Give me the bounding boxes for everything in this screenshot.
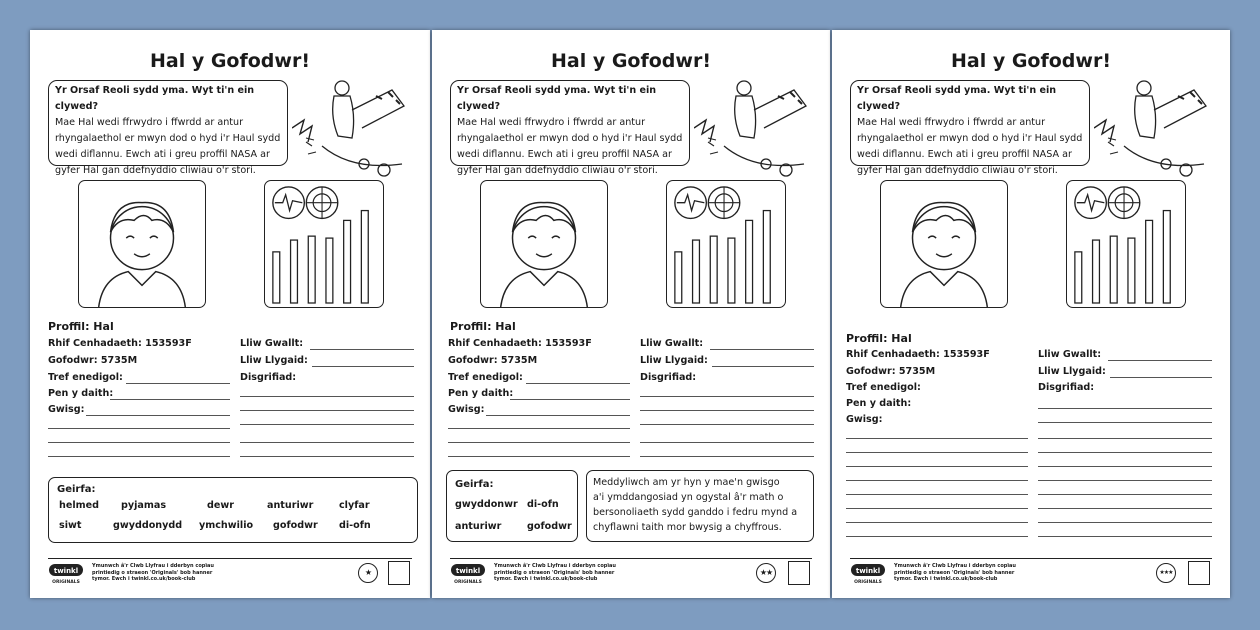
glossary-title: Geirfa: xyxy=(57,484,96,495)
glossary-word: gwyddonwr xyxy=(455,499,518,510)
footer xyxy=(850,558,1212,589)
glossary-word: pyjamas xyxy=(121,500,167,511)
rocket-scene-illustration xyxy=(292,76,422,186)
worksheet-title: Hal y Gofodwr! xyxy=(550,50,711,72)
answer-line[interactable] xyxy=(1038,536,1212,537)
worksheet-3 xyxy=(832,30,1230,598)
boy-portrait-illustration xyxy=(78,180,206,308)
answer-line[interactable] xyxy=(240,410,414,411)
footer-line: tymor. Ewch i twinkl.co.uk/book-club xyxy=(894,576,998,582)
profile-heading: Proffil: Hal xyxy=(48,320,114,333)
footer-line: tymor. Ewch i twinkl.co.uk/book-club xyxy=(92,576,196,582)
answer-line[interactable] xyxy=(1038,408,1212,409)
answer-line[interactable] xyxy=(846,522,1028,523)
glossary-word: gofodwr xyxy=(527,521,572,532)
outfit-answer-line[interactable] xyxy=(86,415,230,416)
bubble-line: wedi diflannu. Ewch ati i greu proffil NASA ar xyxy=(55,149,270,160)
difficulty-star-icon: ★★ xyxy=(756,563,776,583)
monitor-screen-illustration xyxy=(666,180,786,308)
glossary-word: anturiwr xyxy=(455,521,502,532)
book-club-note xyxy=(92,563,214,583)
answer-line[interactable] xyxy=(48,456,230,457)
answer-line[interactable] xyxy=(240,442,414,443)
glossary-word: helmed xyxy=(59,500,99,511)
bubble-line: gyfer Hal gan ddefnyddio cliwiau o'r stori. xyxy=(55,165,256,176)
difficulty-star-icon: ★ xyxy=(358,563,378,583)
answer-line[interactable] xyxy=(640,410,814,411)
speech-bubble xyxy=(450,80,690,176)
footer-line: printiedig o straeon 'Originals' bob hanner xyxy=(494,569,615,576)
answer-line[interactable] xyxy=(640,456,814,457)
book-club-note xyxy=(494,563,616,583)
hometown-label: Tref enedigol: xyxy=(448,372,523,383)
footer-line: tymor. Ewch i twinkl.co.uk/book-club xyxy=(494,576,598,582)
hometown-answer-line[interactable] xyxy=(126,383,230,384)
eye-colour-answer-line[interactable] xyxy=(712,366,814,367)
glossary-word: gwyddonydd xyxy=(113,520,183,531)
rocket-scene-illustration xyxy=(1094,76,1224,186)
outfit-label: Gwisg: xyxy=(48,404,85,415)
answer-line[interactable] xyxy=(1038,508,1212,509)
description-label: Disgrifiad: xyxy=(640,372,697,383)
prompt-line: bersonoliaeth sydd ganddo i fedru mynd a xyxy=(593,507,798,518)
speech-bubble xyxy=(850,80,1090,176)
glossary-word: siwt xyxy=(59,520,82,531)
footer xyxy=(48,558,412,589)
destination-answer-line[interactable] xyxy=(510,399,630,400)
answer-line[interactable] xyxy=(1038,438,1212,439)
astronaut-label: Gofodwr: 5735M xyxy=(846,366,936,377)
eye-colour-label: Lliw Llygaid: xyxy=(1038,366,1106,377)
bubble-line: Yr Orsaf Reoli sydd yma. Wyt ti'n ein clywed? xyxy=(457,85,657,112)
hair-colour-answer-line[interactable] xyxy=(1108,360,1212,361)
bubble-line: rhyngalaethol er mwyn dod o hyd i'r Haul sydd xyxy=(55,133,281,144)
answer-line[interactable] xyxy=(448,442,630,443)
worksheet-title: Hal y Gofodwr! xyxy=(950,50,1111,72)
answer-line[interactable] xyxy=(640,396,814,397)
logo-text: twinkl xyxy=(855,567,881,575)
answer-line[interactable] xyxy=(846,536,1028,537)
answer-line[interactable] xyxy=(240,396,414,397)
quality-badge-icon xyxy=(1188,561,1210,585)
destination-label: Pen y daith: xyxy=(846,398,912,409)
prompt-line: a'i ymddangosiad yn ogystal â'r math o xyxy=(593,492,784,503)
glossary-word: anturiwr xyxy=(267,500,314,511)
hair-colour-label: Lliw Gwallt: xyxy=(1038,349,1102,360)
description-label: Disgrifiad: xyxy=(1038,382,1095,393)
quality-badge-icon xyxy=(388,561,410,585)
answer-line[interactable] xyxy=(448,456,630,457)
mission-number-label: Rhif Cenhadaeth: 153593F xyxy=(846,349,990,360)
bubble-line: Mae Hal wedi ffrwydro i ffwrdd ar antur xyxy=(457,117,646,128)
logo-subtext: ORIGINALS xyxy=(454,580,482,585)
eye-colour-label: Lliw Llygaid: xyxy=(640,355,708,366)
bubble-line: gyfer Hal gan ddefnyddio cliwiau o'r stori. xyxy=(457,165,658,176)
outfit-answer-line[interactable] xyxy=(486,415,630,416)
eye-colour-answer-line[interactable] xyxy=(312,366,414,367)
answer-line[interactable] xyxy=(640,442,814,443)
monitor-screen-illustration xyxy=(1066,180,1186,308)
boy-portrait-illustration xyxy=(480,180,608,308)
logo-subtext: ORIGINALS xyxy=(854,580,882,585)
logo-text: twinkl xyxy=(455,567,481,575)
answer-line[interactable] xyxy=(846,494,1028,495)
profile-heading: Proffil: Hal xyxy=(450,320,516,333)
hair-colour-label: Lliw Gwallt: xyxy=(240,338,304,349)
glossary-word: gofodwr xyxy=(273,520,318,531)
answer-line[interactable] xyxy=(640,424,814,425)
answer-line[interactable] xyxy=(448,428,630,429)
destination-answer-line[interactable] xyxy=(110,399,230,400)
astronaut-label: Gofodwr: 5735M xyxy=(48,355,138,366)
logo-subtext: ORIGINALS xyxy=(52,580,80,585)
rocket-scene-illustration xyxy=(694,76,824,186)
bubble-line: rhyngalaethol er mwyn dod o hyd i'r Haul sydd xyxy=(857,133,1083,144)
answer-line[interactable] xyxy=(846,480,1028,481)
worksheet-1 xyxy=(30,30,430,598)
prompt-line: chyflawni taith mor bwysig a chyffrous. xyxy=(593,522,782,533)
glossary-word: dewr xyxy=(207,500,234,511)
bubble-line: rhyngalaethol er mwyn dod o hyd i'r Haul sydd xyxy=(457,133,683,144)
boy-portrait-illustration xyxy=(880,180,1008,308)
quality-badge-icon xyxy=(788,561,810,585)
bubble-line: wedi diflannu. Ewch ati i greu proffil NASA ar xyxy=(457,149,672,160)
hair-colour-answer-line[interactable] xyxy=(310,349,414,350)
mission-number-label: Rhif Cenhadaeth: 153593F xyxy=(48,338,192,349)
footer xyxy=(450,558,812,589)
glossary-box xyxy=(446,470,578,542)
destination-label: Pen y daith: xyxy=(48,388,114,399)
footer-line: Ymunwch â'r Clwb Llyfrau i dderbyn copïau xyxy=(92,563,214,569)
glossary-box xyxy=(48,477,418,543)
worksheet-2 xyxy=(432,30,830,598)
hometown-answer-line[interactable] xyxy=(526,383,630,384)
astronaut-label: Gofodwr: 5735M xyxy=(448,355,538,366)
hometown-label: Tref enedigol: xyxy=(48,372,123,383)
reflection-prompt-box xyxy=(586,470,814,542)
hair-colour-label: Lliw Gwallt: xyxy=(640,338,704,349)
difficulty-star-icon: ★★★ xyxy=(1156,563,1176,583)
answer-line[interactable] xyxy=(1038,494,1212,495)
twinkl-logo xyxy=(48,563,84,585)
footer-line: printiedig o straeon 'Originals' bob hanner xyxy=(894,569,1015,576)
footer-line: Ymunwch â'r Clwb Llyfrau i dderbyn copïau xyxy=(494,563,616,569)
footer-line: Ymunwch â'r Clwb Llyfrau i dderbyn copïau xyxy=(894,563,1016,569)
bubble-line: wedi diflannu. Ewch ati i greu proffil NASA ar xyxy=(857,149,1072,160)
answer-line[interactable] xyxy=(1038,466,1212,467)
twinkl-logo xyxy=(450,563,486,585)
monitor-screen-illustration xyxy=(264,180,384,308)
book-club-note xyxy=(894,563,1016,583)
destination-label: Pen y daith: xyxy=(448,388,514,399)
bubble-line: Mae Hal wedi ffrwydro i ffwrdd ar antur xyxy=(857,117,1046,128)
description-label: Disgrifiad: xyxy=(240,372,297,383)
answer-line[interactable] xyxy=(846,438,1028,439)
glossary-word: di-ofn xyxy=(527,499,559,510)
answer-line[interactable] xyxy=(846,466,1028,467)
profile-heading: Proffil: Hal xyxy=(846,332,912,345)
bubble-line: Yr Orsaf Reoli sydd yma. Wyt ti'n ein clywed? xyxy=(857,85,1057,112)
speech-bubble xyxy=(48,80,288,176)
glossary-title: Geirfa: xyxy=(455,479,494,490)
glossary-word: clyfar xyxy=(339,500,370,511)
hometown-label: Tref enedigol: xyxy=(846,382,921,393)
mission-number-label: Rhif Cenhadaeth: 153593F xyxy=(448,338,592,349)
eye-colour-answer-line[interactable] xyxy=(1110,377,1212,378)
eye-colour-label: Lliw Llygaid: xyxy=(240,355,308,366)
answer-line[interactable] xyxy=(846,508,1028,509)
outfit-label: Gwisg: xyxy=(448,404,485,415)
footer-line: printiedig o straeon 'Originals' bob hanner xyxy=(92,569,213,576)
answer-line[interactable] xyxy=(48,428,230,429)
bubble-line: gyfer Hal gan ddefnyddio cliwiau o'r stori. xyxy=(857,165,1058,176)
prompt-line: Meddyliwch am yr hyn y mae'n gwisgo xyxy=(593,477,780,488)
outfit-label: Gwisg: xyxy=(846,414,883,425)
answer-line[interactable] xyxy=(240,424,414,425)
answer-line[interactable] xyxy=(1038,522,1212,523)
logo-text: twinkl xyxy=(53,567,79,575)
answer-line[interactable] xyxy=(846,452,1028,453)
answer-line[interactable] xyxy=(1038,452,1212,453)
twinkl-logo xyxy=(850,563,886,585)
answer-line[interactable] xyxy=(240,456,414,457)
answer-line[interactable] xyxy=(1038,480,1212,481)
glossary-word: di-ofn xyxy=(339,520,371,531)
worksheet-title: Hal y Gofodwr! xyxy=(149,50,310,72)
hair-colour-answer-line[interactable] xyxy=(710,349,814,350)
bubble-line: Mae Hal wedi ffrwydro i ffwrdd ar antur xyxy=(55,117,244,128)
bubble-line: Yr Orsaf Reoli sydd yma. Wyt ti'n ein clywed? xyxy=(55,85,255,112)
glossary-word: ymchwilio xyxy=(199,520,254,531)
answer-line[interactable] xyxy=(1038,422,1212,423)
answer-line[interactable] xyxy=(48,442,230,443)
